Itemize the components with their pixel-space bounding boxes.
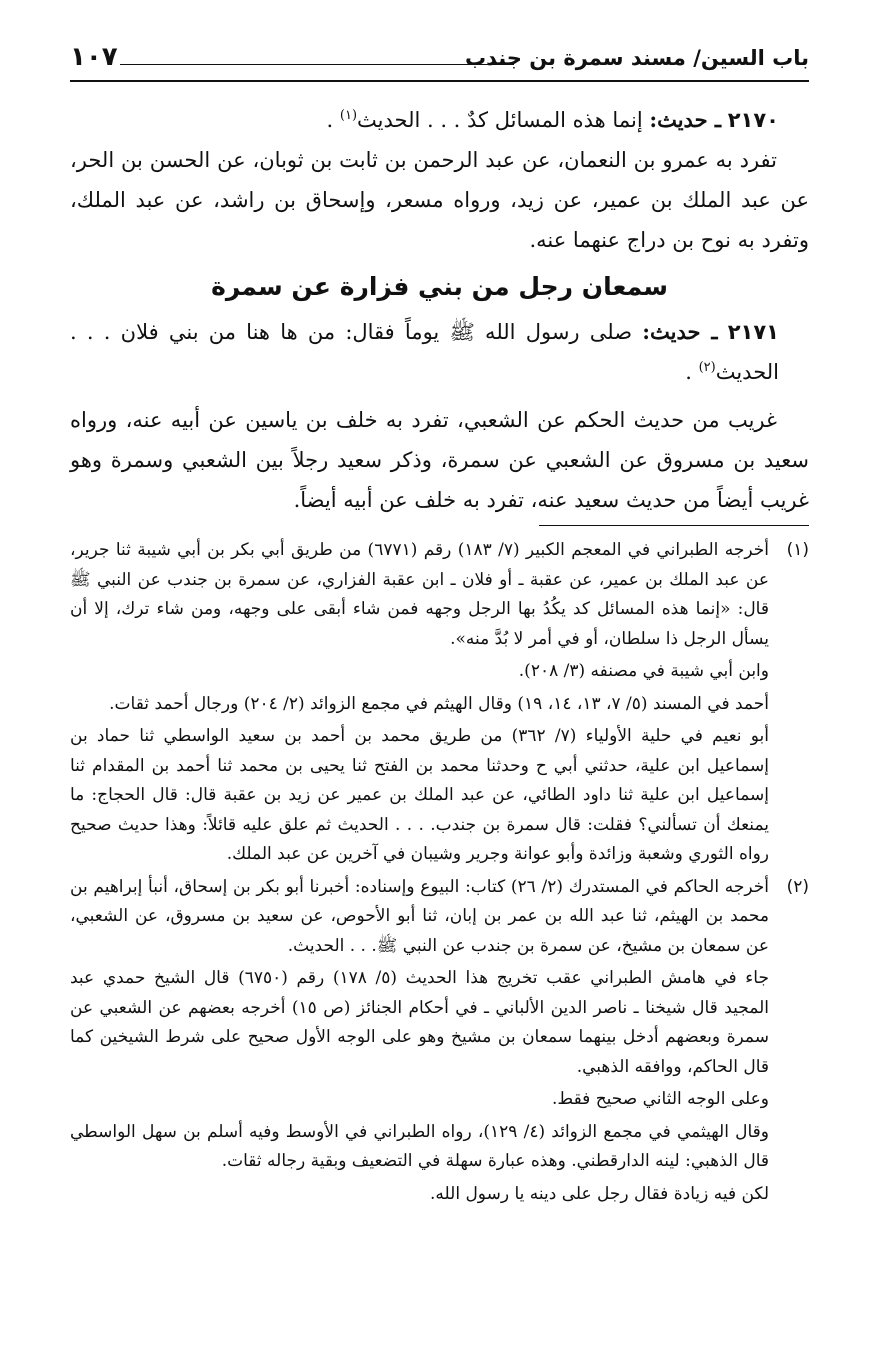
main-text xyxy=(70,100,809,520)
hadith-label: ـ حديث: xyxy=(649,107,722,132)
footnote-text: جاء في هامش الطبراني عقب تخريج هذا الحديث (٥/ ١٧٨) رقم (٦٧٥٠) قال الشيخ حمدي عبد المجيد قال شيخنا ـ ناصر الدين الألباني ـ في أحكام الجنائز (ص ١٥) أخرجه بعضهم عن الشعبي عن سمرة وبعضهم أدخل بينهما سمعان بن مشيخ وهو على الوجه الأول صحيح على شرط الشيخين كما قال الحاكم، ووافقه الذهبي. xyxy=(70,968,769,1077)
footnotes xyxy=(70,536,809,1212)
footnote-paragraph xyxy=(70,722,809,870)
footnote-ref: (٢) xyxy=(698,360,716,375)
commentary-paragraph: غريب من حديث الحكم عن الشعبي، تفرد به خلف بن ياسين عن أبيه عنه، ورواه سعيد بن مسروق عن الشعبي عن سمرة، وذكر سعيد رجلاً بين الشعبي وسمرة وهو غريب أيضاً من حديث سعيد عنه، تفرد به خلف عن أبيه أيضاً. xyxy=(70,408,809,512)
footnote-ref: (١) xyxy=(339,108,358,123)
header-rule xyxy=(120,64,514,65)
page-number: ١٠٧ xyxy=(70,42,118,72)
running-title: باب السين/ مسند سمرة بن جندب xyxy=(464,46,809,70)
footnote-1 xyxy=(70,536,809,654)
hadith-label: ـ حديث: xyxy=(642,319,718,344)
hadith-end: . xyxy=(685,360,699,384)
footnote-text: أخرجه الحاكم في المستدرك (٢/ ٢٦) كتاب: البيوع وإسناده: أخبرنا أبو بكر بن إسحاق، أنبأ إبراهيم بن محمد بن الهيثم، ثنا عبد الله بن عمر بن إبان، ثنا أبو الأحوص، عن سعيد بن مسروق، عن الشعبي، عن سمعان بن مشيخ، عن سمرة بن جندب عن النبي ﷺ. . . الحديث. xyxy=(70,876,769,956)
footnote-marker: (٢) xyxy=(786,876,809,897)
footnote-paragraph xyxy=(70,1180,809,1210)
hadith-2170 xyxy=(70,100,809,140)
footnote-paragraph xyxy=(70,964,809,1082)
footnote-marker: (١) xyxy=(786,540,809,560)
footnote-text: لكن فيه زيادة فقال رجل على دينه يا رسول الله. xyxy=(430,1183,769,1204)
footnote-text: وقال الهيثمي في مجمع الزوائد (٤/ ١٢٩)، رواه الطبراني في الأوسط وفيه أسلم بن سهل الواسطي قال الذهبي: لينه الدارقطني. وهذه عبارة سهلة في التضعيف وبقية رجاله ثقات. xyxy=(70,1121,770,1171)
hadith-text: صلى رسول الله ﷺ يوماً فقال: من ها هنا من بني فلان . . . الحديث xyxy=(70,320,779,384)
hadith-end: . xyxy=(326,108,340,132)
footnote-divider xyxy=(539,525,809,526)
hadith-text: إنما هذه المسائل كدٌ . . . الحديث xyxy=(357,108,643,132)
footnote-text: وعلى الوجه الثاني صحيح فقط. xyxy=(552,1089,769,1109)
footnote-paragraph xyxy=(70,1118,809,1177)
footnote-text: أخرجه الطبراني في المعجم الكبير (٧/ ١٨٣) رقم (٦٧٧١) من طريق أبي بكر بن أبي شيبة ثنا جرير، عن عبد الملك بن عمير، عن عقبة ـ أو فلان ـ ابن عقبة الفزاري، عن سمرة بن جندب عن النبي ﷺ قال: «إنما هذه المسائل كد يكُدُ بها الرجل وجهه فمن شاء أبقى على وجهه، ومن شاء ترك، إلا أن يسأل الرجل ذا سلطان، أو في أمر لا بُدَّ منه». xyxy=(70,540,769,649)
footnote-2 xyxy=(70,873,809,962)
section-title: سمعان رجل من بني فزارة عن سمرة xyxy=(211,272,668,301)
footnote-text: أحمد في المسند (٥/ ٧، ١٣، ١٤، ١٩) وقال الهيثم في مجمع الزوائد (٢/ ٢٠٤) ورجال أحمد ثقات. xyxy=(109,693,769,714)
commentary-paragraph: تفرد به عمرو بن النعمان، عن عبد الرحمن بن ثابت بن ثوبان، عن الحسن بن الحر، عن عبد الملك بن عمير، عن زيد، ورواه مسعر، وإسحاق بن راشد، عن عبد الملك، وتفرد به نوح بن دراج عنهما عنه. xyxy=(70,148,809,252)
footnote-paragraph xyxy=(70,657,809,687)
footnote-text: وابن أبي شيبة في مصنفه (٣/ ٢٠٨). xyxy=(518,661,769,681)
page-header xyxy=(70,38,809,82)
footnote-paragraph xyxy=(70,1085,809,1115)
footnote-paragraph xyxy=(70,690,809,720)
footnote-text: أبو نعيم في حلية الأولياء (٧/ ٣٦٢) من طريق محمد بن أحمد بن سعيد الواسطي ثنا حماد بن إسماعيل ابن علية، حدثني أبي ح وحدثنا محمد بن الفتح ثنا يحيى بن محمد ثنا أحمد بن المقدام ثنا إسماعيل ابن علية ثنا داود الطائي، عن عبد الملك بن عمير عن زيد بن عقبة قال: قال الحجاج: ما يمنعك أن تسألني؟ فقلت: قال سمرة بن جندب. . . . الحديث ثم علق عليه قائلاً: وهذا حديث صحيح رواه الثوري وشعبة وزائدة وأبو عوانة وجرير وشيبان في آخرين عن عبد الملك. xyxy=(70,726,769,864)
hadith-number: ٢١٧٠ xyxy=(727,108,779,132)
hadith-2171 xyxy=(70,312,809,392)
hadith-number: ٢١٧١ xyxy=(727,320,779,344)
